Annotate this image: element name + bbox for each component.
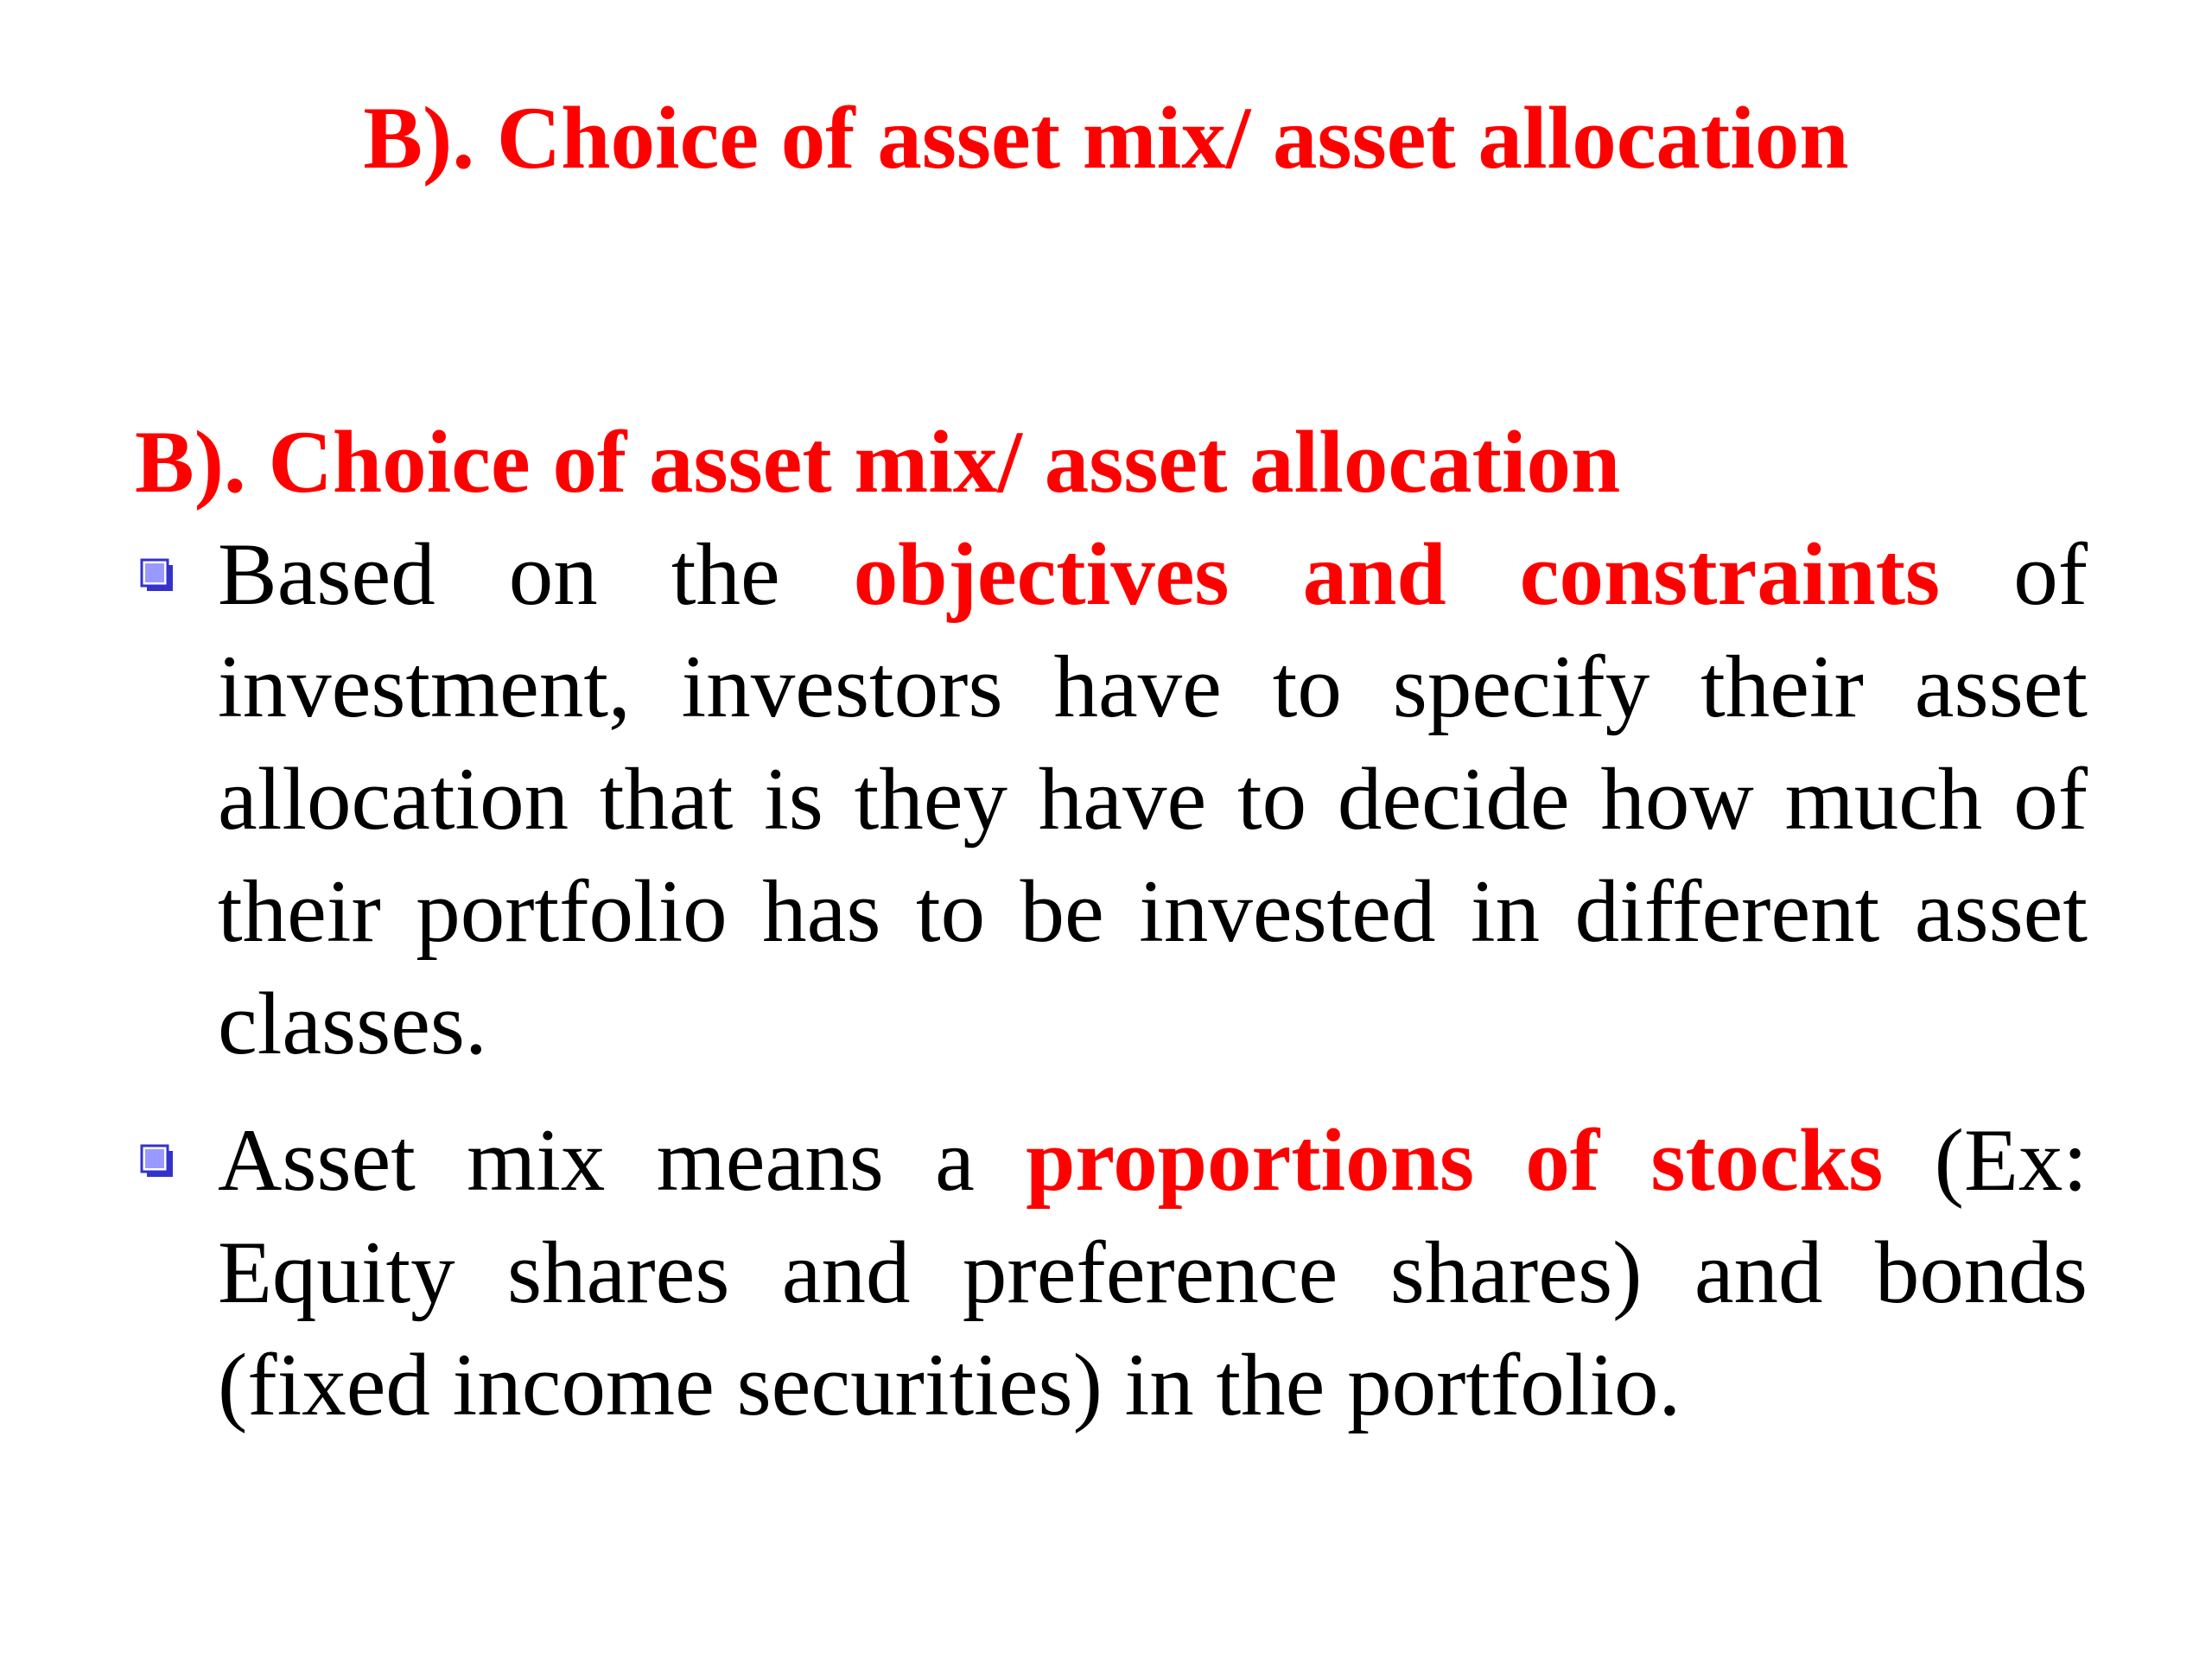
bullet-text-before: Asset mix means a (218, 1111, 1027, 1210)
slide-title: B). Choice of asset mix/ asset allocation (363, 89, 1849, 188)
bullet-text-after: of investment, investors have to specify their asset allocation that is they have to decide how much of their portfolio has to be invested in different asset classes. (218, 525, 2088, 1073)
bullet-text-after: (Ex: Equity shares and preference shares) and bonds (fixed income securities) in the portfolio. (218, 1111, 2088, 1434)
bullet-item (135, 518, 2088, 1080)
slide-content (135, 406, 2088, 1441)
square-bullet-icon (140, 558, 175, 593)
section-heading: B). Choice of asset mix/ asset allocation (135, 413, 1621, 512)
bullet-highlight: objectives and constraints (853, 525, 1941, 624)
bullet-text-before: Based on the (218, 525, 854, 624)
bullet-highlight: proportions of stocks (1026, 1111, 1884, 1210)
bullet-item (135, 1104, 2088, 1441)
square-bullet-icon (140, 1144, 175, 1179)
